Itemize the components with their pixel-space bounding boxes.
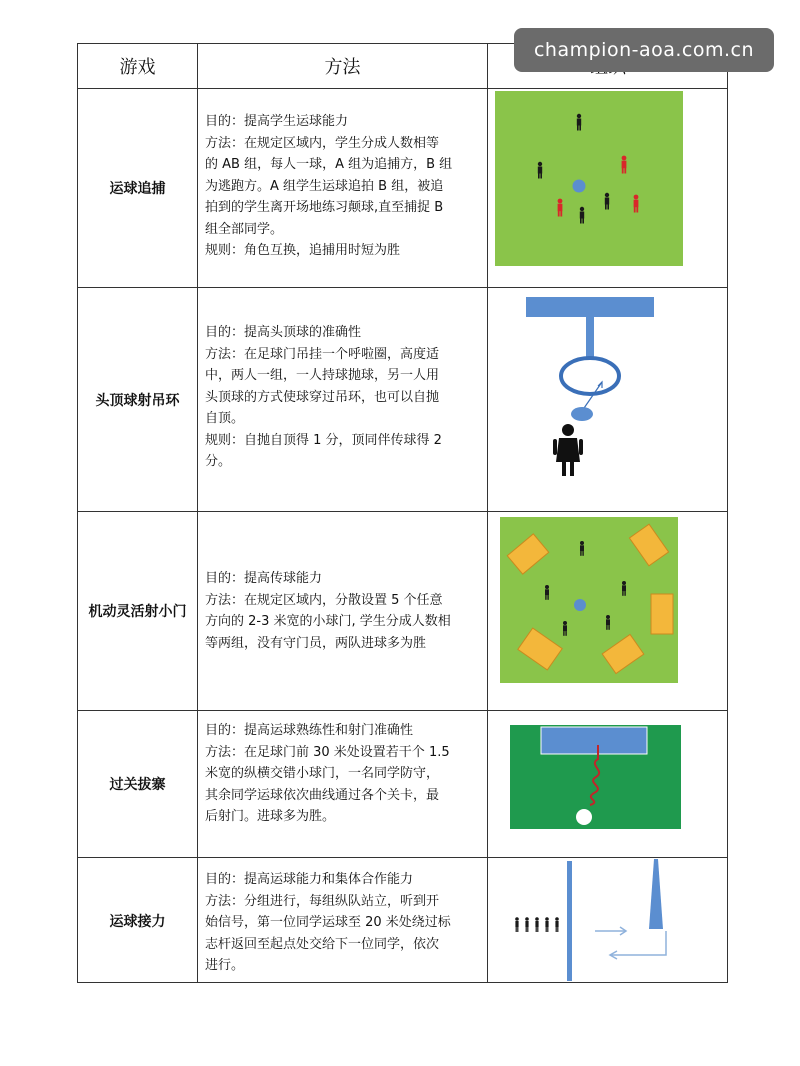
method-line: 方法：在规定区域内，学生分成人数相等	[205, 135, 440, 151]
relay-diagram	[503, 859, 703, 984]
hoop	[561, 358, 619, 394]
chase-field-diagram	[495, 91, 685, 267]
goal-line: 目的：提高头顶球的准确性	[205, 325, 362, 340]
ball	[574, 599, 586, 611]
game-name: 运球接力	[109, 913, 166, 930]
field	[495, 91, 683, 266]
header-method: 方法	[324, 57, 361, 78]
method-line: 志杆返回至起点处交给下一位同学，依次	[205, 936, 440, 952]
method-line: 中，两人一组，一人持球抛球，另一人用	[205, 368, 440, 383]
method-line: 米宽的纵横交错小球门，一名同学防守，	[205, 766, 440, 781]
method-line: 方法：在足球门吊挂一个呼啦圈，高度适	[205, 346, 440, 362]
method-line: 方法：分组进行，每组纵队站立，听到开	[205, 893, 440, 909]
method-line: 其余同学运球依次曲线通过各个关卡，最	[205, 787, 440, 803]
method-line: 的 AB 组，每人一球，A 组为追捕方，B 组	[205, 157, 453, 172]
goal-crossbar	[526, 297, 654, 317]
method-line: 头顶球的方式使球穿过吊环，也可以自抛	[205, 389, 440, 405]
method-text	[205, 720, 489, 828]
method-line: 方法：在足球门前 30 米处设置若干个 1.5	[205, 744, 450, 760]
ball-path	[582, 382, 602, 411]
method-line: 自顶。	[205, 411, 245, 426]
method-line: 等两组，没有守门员，两队进球多为胜	[205, 635, 427, 651]
hoop-string	[586, 317, 594, 357]
ball	[571, 407, 593, 421]
method-text	[205, 568, 489, 654]
marker-pole	[649, 859, 663, 929]
goal-line: 目的：提高运球能力和集体合作能力	[205, 872, 414, 887]
player-column	[515, 917, 559, 932]
method-line: 方向的 2-3 米宽的小球门, 学生分成人数相	[205, 614, 451, 629]
small-goals-diagram	[500, 517, 680, 685]
rule-line: 规则：自抛自顶得 1 分，顶同伴传球得 2	[205, 432, 442, 448]
method-line: 拍到的学生离开场地练习颠球,直至捕捉 B	[205, 200, 444, 215]
player-figure	[553, 424, 583, 476]
activity-table	[77, 43, 728, 983]
rule-line: 规则：角色互换，追捕用时短为胜	[205, 243, 401, 258]
goal-line: 目的：提高传球能力	[205, 571, 323, 586]
method-line: 后射门。进球多为胜。	[205, 809, 336, 824]
dribble-gates-diagram	[510, 725, 682, 831]
ball	[576, 809, 592, 825]
return-arrow	[611, 931, 666, 955]
game-name: 头顶球射吊环	[95, 392, 180, 409]
rule-line: 分。	[205, 454, 232, 469]
ball	[573, 180, 586, 193]
method-line: 组全部同学。	[205, 221, 284, 237]
method-line: 方法：在规定区域内，分散设置 5 个任意	[205, 592, 443, 608]
goal	[541, 727, 647, 754]
goal-line: 目的：提高学生运球能力	[205, 114, 349, 129]
method-line: 进行。	[205, 958, 245, 973]
method-text	[205, 322, 489, 473]
game-name: 机动灵活射小门	[88, 604, 187, 620]
goal-line: 目的：提高运球熟练性和射门准确性	[205, 723, 414, 738]
method-text	[205, 111, 489, 262]
watermark: champion-aoa.com.cn	[514, 28, 774, 72]
method-line: 为逃跑方。A 组学生运球追拍 B 组，被追	[205, 178, 444, 194]
header-game: 游戏	[119, 57, 156, 78]
game-name: 运球追捕	[109, 181, 166, 197]
game-name: 过关拔寨	[109, 777, 166, 793]
column-divider	[197, 44, 198, 982]
method-line: 始信号，第一位同学运球至 20 米处绕过标	[205, 915, 451, 930]
heading-hoop-diagram	[518, 294, 668, 489]
start-line	[567, 861, 572, 981]
method-text	[205, 869, 489, 977]
